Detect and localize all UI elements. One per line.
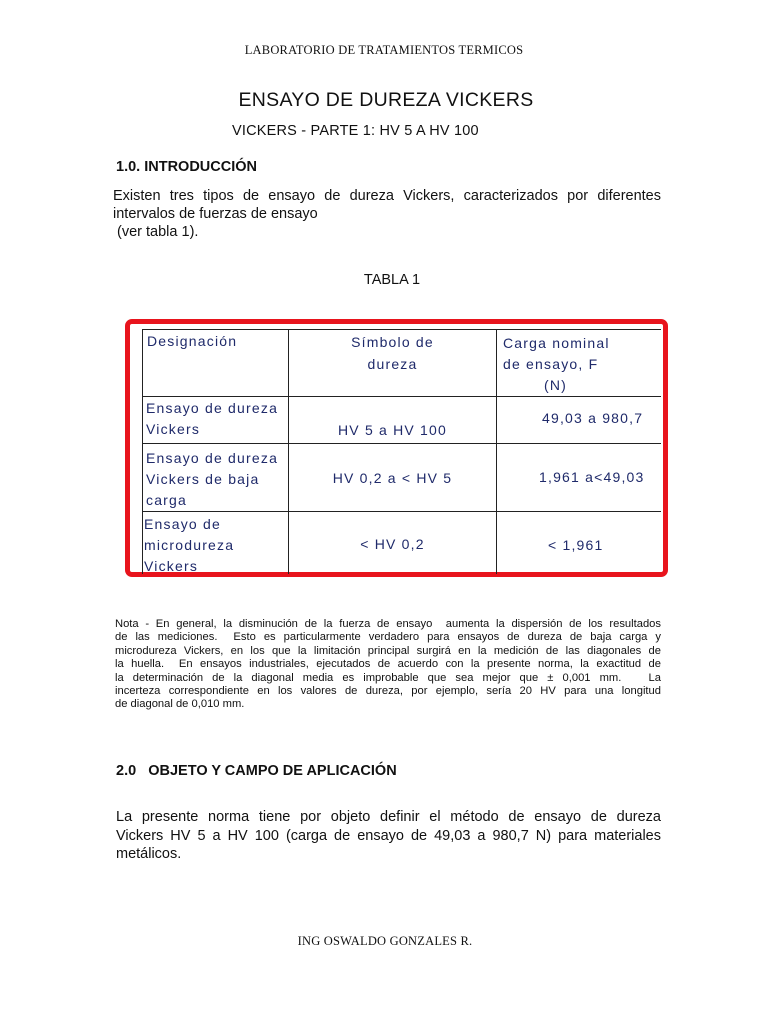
document-title: ENSAYO DE DUREZA VICKERS [238,89,534,111]
row-2-carga: 1,961 a<49,03 [539,469,645,485]
row-2-designacion: Ensayo de dureza Vickers de baja carga [146,450,279,508]
note-line: la huella. En ensayos industriales, ejecutados de acuerdo con la presente norma, la exactitud de [115,658,661,671]
scope-line: Vickers HV 5 a HV 100 (carga de ensayo de 49,03 a 980,7 N) para materiales [116,827,661,844]
intro-line: intervalos de fuerzas de ensayo [113,206,318,222]
page-footer: ING OSWALDO GONZALES R. [297,934,473,948]
section-2-heading: 2.0 OBJETO Y CAMPO DE APLICACIÓN [116,763,397,779]
table-border-left [142,329,143,574]
table-border-top [142,329,661,330]
scope-paragraph [116,808,661,864]
row-1-simbolo: HV 5 a HV 100 [338,422,447,438]
row-3-designacion: Ensayo de microdureza Vickers [144,516,235,574]
note-line: Nota - En general, la disminución de la fuerza de ensayo aumenta la dispersión de los resultados [115,618,661,630]
page-header: LABORATORIO DE TRATAMIENTOS TERMICOS [244,43,524,57]
note-line: microdureza Vickers, en los que la limitación principal surgirá en la medición de las diagonales de [115,644,661,657]
note-line: la determinación de la diagonal media es improbable que sea mejor que ± 0,001 mm. La [115,671,661,684]
section-1-heading: 1.0. INTRODUCCIÓN [116,159,257,175]
intro-line: Existen tres tipos de ensayo de dureza Vickers, caracterizados por diferentes [113,188,661,204]
note-line: incerteza correspondiente en los valores de dureza, por ejemplo, sería 20 HV para una longitud [115,685,661,698]
note-paragraph [115,618,661,712]
table-row-divider [142,443,661,444]
hardness-table [139,329,661,574]
table-column-divider [496,329,497,574]
table-caption: TABLA 1 [363,272,421,288]
document-subtitle: VICKERS - PARTE 1: HV 5 A HV 100 [232,123,479,139]
note-line: de diagonal de 0,010 mm. [115,698,245,711]
header-carga: Carga nominal de ensayo, F (N) [503,335,610,393]
note-line: de las mediciones. Esto es particularmente verdadero para ensayos de dureza de baja carga y [115,631,661,644]
table-row-divider [142,396,661,397]
intro-paragraph [113,187,661,241]
header-designacion: Designación [147,333,238,349]
scope-line: La presente norma tiene por objeto definir el método de ensayo de dureza [116,809,661,825]
row-1-designacion: Ensayo de dureza Vickers [146,400,279,437]
row-2-simbolo: HV 0,2 a < HV 5 [332,470,453,486]
header-simbolo: Símbolo de dureza [351,334,434,372]
row-3-carga: < 1,961 [548,537,604,553]
row-3-simbolo: < HV 0,2 [360,536,425,552]
scope-line: metálicos. [116,846,182,862]
row-1-carga: 49,03 a 980,7 [542,410,644,426]
intro-line: (ver tabla 1). [113,224,199,240]
table-row-divider [142,511,661,512]
